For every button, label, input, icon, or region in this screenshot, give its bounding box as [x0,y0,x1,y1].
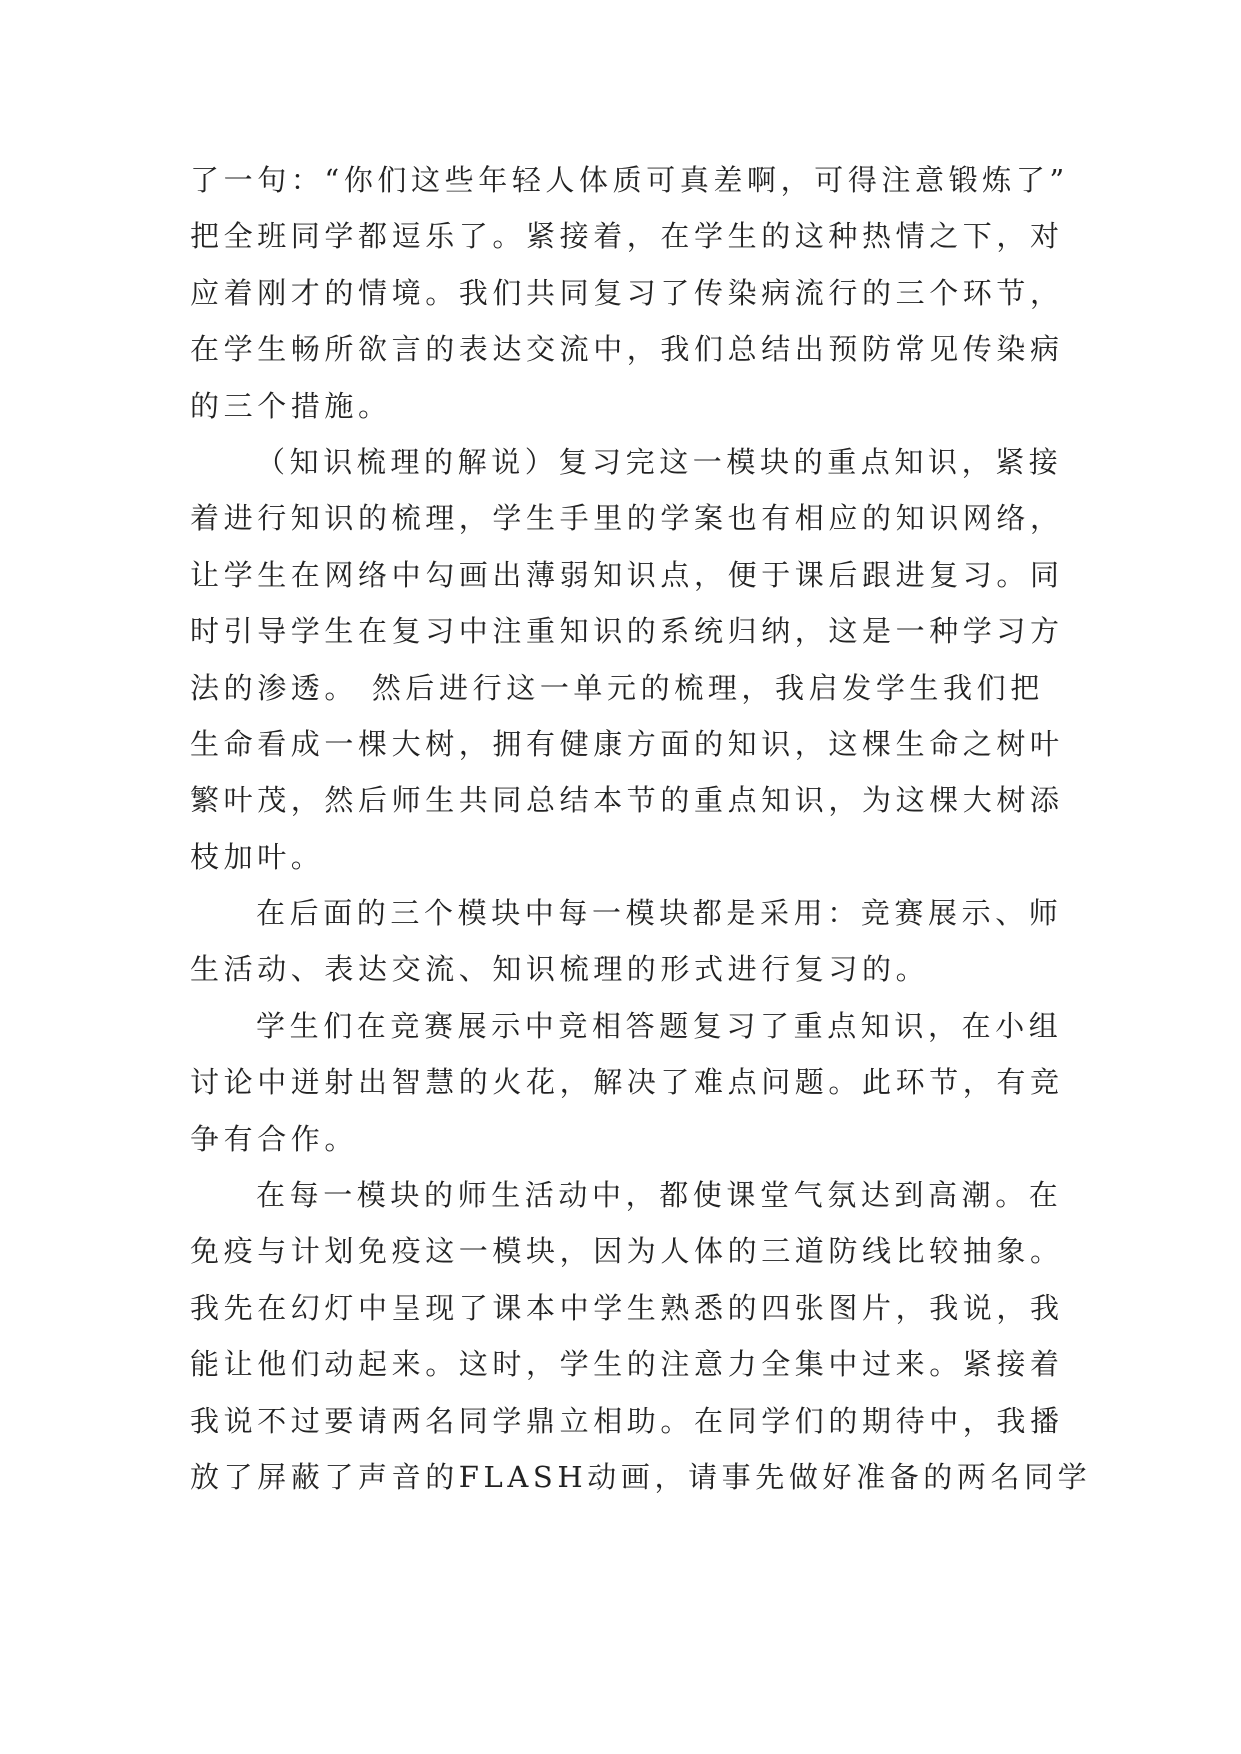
text-line: 把全班同学都逗乐了。紧接着，在学生的这种热情之下，对 [190,219,1064,254]
text-line: 让学生在网络中勾画出薄弱知识点，便于课后跟进复习。同 [190,557,1064,592]
text-line: 争有合作。 [190,1121,359,1156]
text-line: 生活动、表达交流、知识梳理的形式进行复习的。 [190,952,930,987]
text-line: 我先在幻灯中呈现了课本中学生熟悉的四张图片，我说，我 [190,1290,1064,1325]
text-line: 我说不过要请两名同学鼎立相助。在同学们的期待中，我播 [190,1403,1064,1438]
text-line: 着进行知识的梳理，学生手里的学案也有相应的知识网络， [190,501,1064,536]
text-line: 时引导学生在复习中注重知识的系统归纳，这是一种学习方 [190,614,1064,649]
text-line: 应着刚才的情境。我们共同复习了传染病流行的三个环节， [190,275,1064,310]
text-line: 免疫与计划免疫这一模块，因为人体的三道防线比较抽象。 [190,1234,1064,1269]
text-line: 法的渗透。 然后进行这一单元的梳理，我启发学生我们把 [190,670,1044,705]
paragraph-first-line: （知识梳理的解说）复习完这一模块的重点知识，紧接 [256,444,1063,479]
body-text [190,152,1092,1505]
text-line: 能让他们动起来。这时，学生的注意力全集中过来。紧接着 [190,1347,1064,1382]
text-line: 放了屏蔽了声音的FLASH动画，请事先做好准备的两名同学 [190,1459,1092,1494]
paragraph-first-line: 在每一模块的师生活动中，都使课堂气氛达到高潮。在 [256,1178,1063,1213]
text-line: 了一句：“你们这些年轻人体质可真差啊，可得注意锻炼了” [190,163,1069,197]
text-line: 讨论中迸射出智慧的火花，解决了难点问题。此环节，有竞 [190,1065,1064,1100]
text-line: 枝加叶。 [190,839,325,874]
text-line: 生命看成一棵大树，拥有健康方面的知识，这棵生命之树叶 [190,726,1064,761]
text-line: 繁叶茂，然后师生共同总结本节的重点知识，为这棵大树添 [190,783,1064,818]
text-line: 的三个措施。 [190,388,392,423]
paragraph-first-line: 在后面的三个模块中每一模块都是采用：竞赛展示、师 [256,896,1063,931]
text-line: 在学生畅所欲言的表达交流中，我们总结出预防常见传染病 [190,332,1064,367]
paragraph-first-line: 学生们在竞赛展示中竞相答题复习了重点知识，在小组 [256,1008,1063,1043]
